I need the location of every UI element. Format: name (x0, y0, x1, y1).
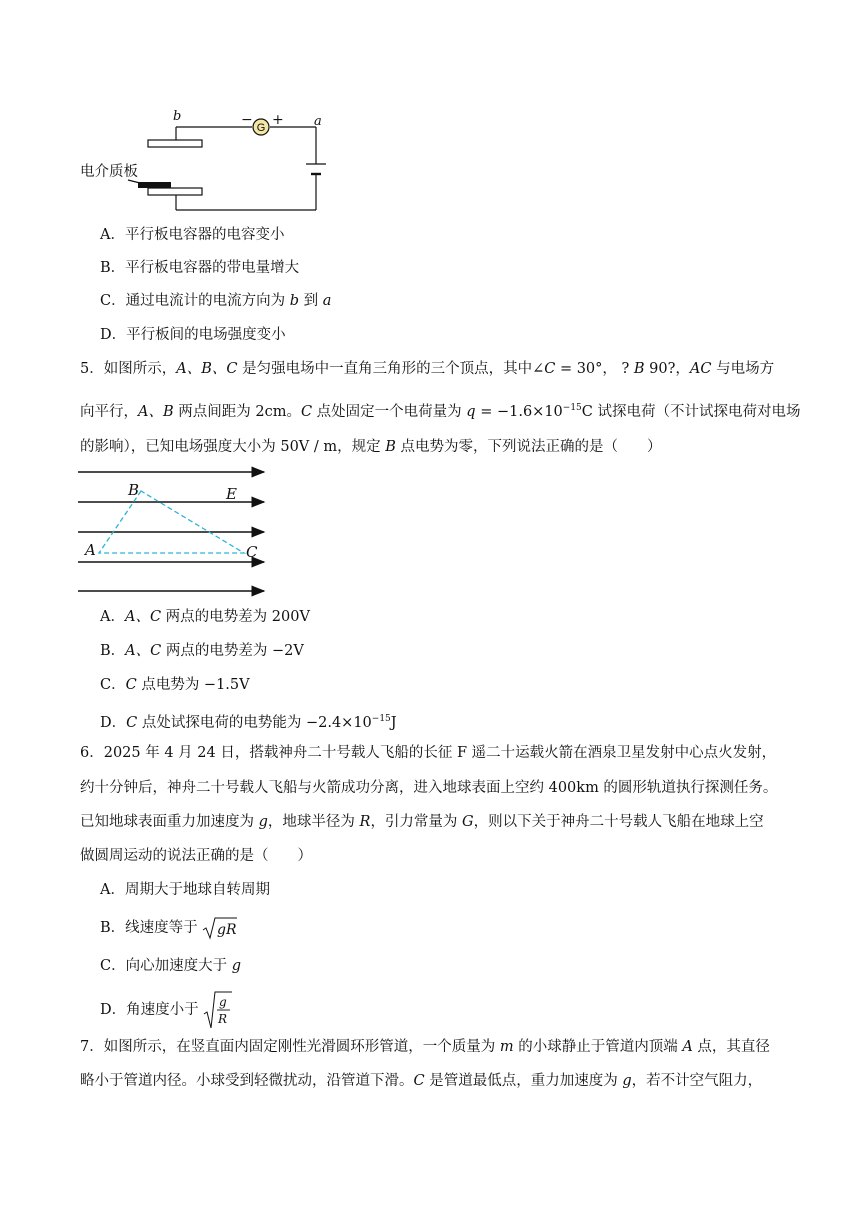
vertex-a-label: A (85, 541, 96, 559)
point-b-label: b (173, 109, 182, 124)
q5-stem-line1: 5．如图所示，A、B、C 是匀强电场中一直角三角形的三个顶点，其中∠C = 30°， ? B 90?，AC 与电场方 (80, 361, 775, 377)
point-a-label: a (314, 114, 322, 129)
vertex-c-label: C (246, 543, 258, 561)
sqrt-g-over-R (203, 990, 233, 1030)
q6-stem-line4: 做圆周运动的说法正确的是（ ） (80, 848, 312, 864)
q4-option-a: A．平行板电容器的电容变小 (100, 227, 285, 243)
dielectric-label: 电介质板 (80, 164, 138, 180)
minus-label: − (241, 112, 253, 128)
q6-stem-line2: 约十分钟后，神舟二十号载人飞船与火箭成功分离，进入地球表面上空约 400km 的圆形轨道执行探测任务。 (80, 780, 778, 796)
q6-option-b: B．线速度等于 gR (100, 916, 238, 940)
q5-option-d: D．C 点处试探电荷的电势能为 $-2.4\times 10^{-15}J$ (100, 714, 397, 731)
electric-field-triangle-figure (76, 462, 276, 602)
sqrt-gR-radicand: gR (217, 922, 237, 938)
q6-option-a: A．周期大于地球自转周期 (100, 882, 270, 898)
q6-stem-line3: 已知地球表面重力加速度为 g，地球半径为 R，引力常量为 G，则以下关于神舟二十号载人飞船在地球上空 (80, 814, 764, 830)
sqrt-gR (202, 916, 238, 940)
q4-option-b: B．平行板电容器的带电量增大 (100, 260, 300, 276)
q4-option-d: D．平行板间的电场强度变小 (100, 327, 286, 343)
vertex-b-label: B (128, 481, 140, 499)
q5-option-c: C．C 点电势为 −1.5V (100, 677, 250, 693)
q4-option-c: C．通过电流计的电流方向为 b 到 a (100, 293, 332, 309)
q6-stem-line1: 6．2025 年 4 月 24 日，搭载神舟二十号载人飞船的长征 F 遥二十运载火箭在酒泉卫星发射中心点火发射， (80, 745, 777, 761)
galvanometer-label: G (256, 122, 266, 134)
fraction-denominator: R (218, 1012, 228, 1026)
q6-option-d: D．角速度小于 g R (100, 990, 233, 1030)
q7-stem-line1: 7．如图所示，在竖直面内固定刚性光滑圆环形管道，一个质量为 m 的小球静止于管道内顶端 A 点，其直径 (80, 1039, 770, 1055)
q5-stem-line3: 的影响），已知电场强度大小为 50V / m，规定 B 点电势为零，下列说法正确的是（ ） (80, 439, 662, 455)
plus-label: + (272, 112, 284, 128)
fraction-numerator: g (219, 995, 227, 1009)
field-e-label: E (226, 485, 237, 503)
q6-option-c: C．向心加速度大于 g (100, 958, 241, 974)
q5-option-a: A．A、C 两点的电势差为 200V (100, 609, 310, 625)
q5-option-b: B．A、C 两点的电势差为 −2V (100, 643, 304, 659)
q7-stem-line2: 略小于管道内径。小球受到轻微扰动，沿管道下滑。C 是管道最低点，重力加速度为 g，若不计空气阻力， (80, 1073, 763, 1089)
q5-stem-line2: 向平行，A、B 两点间距为 2cm。C 点处固定一个电荷量为 $q = -1.6\times 10^{-15}C$ 试探电荷（不计试探电荷对电场 (80, 403, 801, 420)
